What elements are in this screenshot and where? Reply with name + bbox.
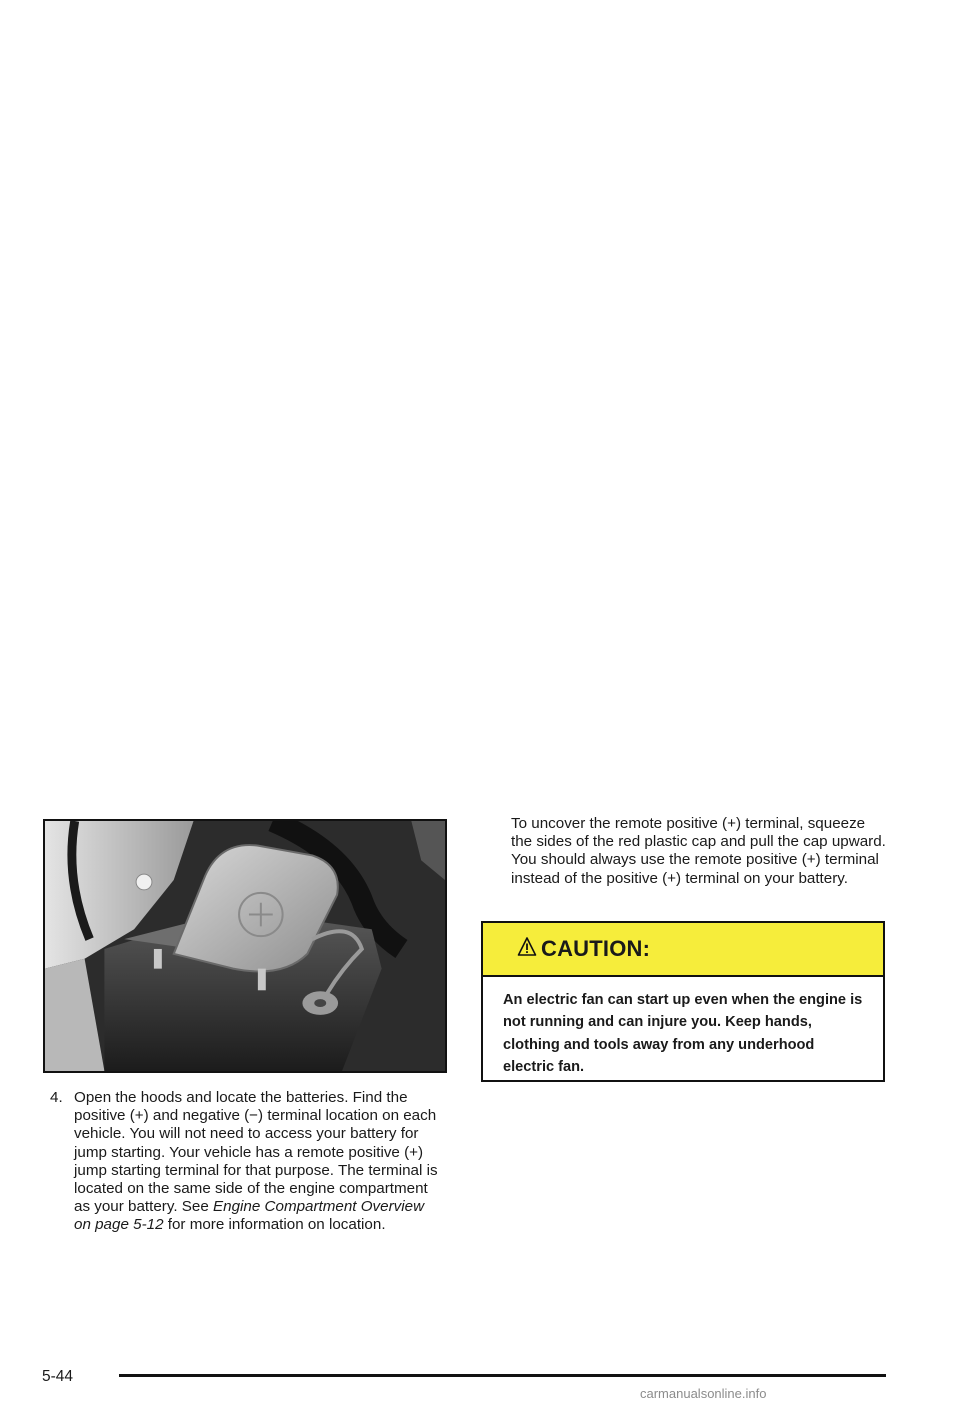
caution-box — [481, 921, 885, 1082]
jump-start-step-4 — [50, 1089, 445, 1235]
terminal-cap-photo — [43, 819, 447, 1073]
watermark: carmanualsonline.info — [640, 1386, 767, 1401]
caution-header — [483, 923, 883, 977]
engine-compartment-reference-link[interactable]: Engine Compartment Overview on page 5-12 — [74, 1198, 425, 1234]
terminal-cap-illustration — [45, 821, 445, 1071]
footer-rule — [119, 1374, 886, 1377]
page-number: 5-44 — [42, 1368, 74, 1385]
caution-label: CAUTION: — [541, 936, 651, 961]
step-text — [74, 1089, 445, 1235]
step-text-part-1: Open the hoods and locate the batteries. Find the positive (+) and negative (−) terminal location on each vehicle. You will not need to access your battery for jump starting. Your vehicle has a remote positive (+) jump starting terminal for that purpose. The terminal is located on the same side of the engine compartment as your battery. See — [74, 1089, 438, 1216]
warning-triangle-icon — [517, 936, 537, 958]
step-number: 4. — [50, 1089, 63, 1106]
step-text-part-2: for more information on location. — [163, 1216, 386, 1234]
caution-text: An electric fan can start up even when the engine is not running and can injure you. Keep hands, clothing and tools away from any underhood electric fan. — [503, 992, 863, 1075]
remote-terminal-paragraph: To uncover the remote positive (+) terminal, squeeze the sides of the red plastic cap and pull the cap upward. You should always use the remote positive (+) terminal instead of the positive (+) terminal on your battery. — [511, 815, 886, 887]
